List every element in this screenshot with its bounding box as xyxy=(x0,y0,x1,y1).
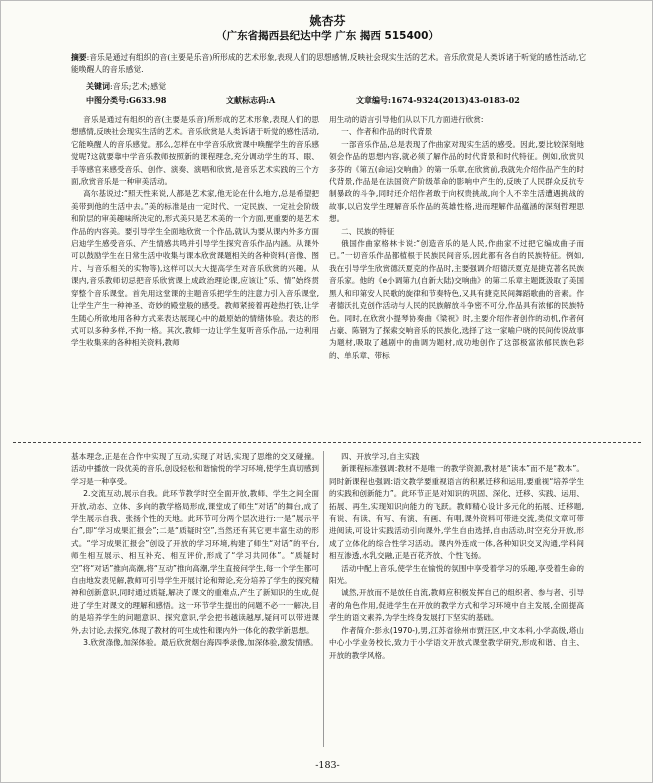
article-number: 文章编号:1674-9324(2013)43-0183-02 xyxy=(356,95,520,105)
clc-number: 中图分类号:G633.98 xyxy=(86,95,167,105)
paragraph: 新课程标准强调:教材不是唯一的教学资源,教材是“读本”而不是“教本”。同时新课程也强调:语文教学要重视语言的积累迁移和运用,要重视“培养学生的实践和创新能力”。此环节正是对知识的巩固、深化、迁移、实践、运用、拓展、再生,实现知识向能力的飞跃。教师精心设计多元化的拓展、迁移题,有说、有读、有写、有演、有画、有唱,课外资料可带进交流,类似文章可带进阅读,可设计实践活动引向课外,学生自由选择,自由活动,时空充分开放,形成了立体化的综合性学习活动。课内外连成一体,各种知识交叉沟通,学科间相互渗透,水乳交融,正是百花齐放、个性飞扬。 xyxy=(329,464,584,561)
page-number: -183- xyxy=(315,760,340,771)
keywords xyxy=(86,81,166,92)
paragraph: 基本理念,正是在合作中实现了互动,实现了对话,实现了思维的交叉碰撞。活动中播放一段优美的音乐,创设轻松和谐愉悦的学习环境,使学生真切感到学习是一种享受。 xyxy=(71,452,319,486)
upper-left-column xyxy=(71,114,319,441)
paragraph: 用生动的语言引导他们从以下几方面进行欣赏: xyxy=(329,115,484,124)
paragraph: 3.欣赏涤像,加深体验。最后欣赏烟台海四季录像,加深体验,激发情感。 xyxy=(83,638,318,648)
author-name: 姚杏芬 xyxy=(309,14,346,28)
section-heading: 二、民族的特征 xyxy=(341,226,395,236)
abstract-text: :音乐是通过有组织的音(主要是乐音)所形成的艺术形象,表现人们的思想感情,反映社会现实生活的艺术。音乐欣赏是人类诉诸于听觉的感性活动,它能唤醒人的音乐感觉. xyxy=(71,53,587,74)
lower-left-column xyxy=(71,451,319,747)
paragraph: 活动中配上音乐,使学生在愉悦的氛围中享受着学习的乐趣,享受着生命的阳光。 xyxy=(329,563,584,586)
author-bio: 作者简介:彭永(1970-),男,江苏省徐州市贾汪区,中文本科,小学高级,塔山中心小学业务校长,致力于小学语文开放式课堂教学研究,形成和谐、自主、开放的教学风格。 xyxy=(329,625,584,660)
column-divider xyxy=(323,451,324,747)
author-affiliation: （广东省揭西县纪达中学 广东 揭西 515400） xyxy=(216,30,439,42)
doc-code: 文献标志码:A xyxy=(226,95,276,105)
classification-meta xyxy=(86,95,586,106)
abstract xyxy=(71,52,591,76)
lower-right-column xyxy=(329,451,584,747)
paragraph: 诚然,开放而不是放任自流,教师应积极发挥自己的组织者、参与者、引导者的角色作用,促进学生在开放的教学方式和学习环境中自主发展,全面提高学生的语文素养,为学生终身发展打下坚实的基础。 xyxy=(329,588,584,623)
paragraph: 一部音乐作品,总是表现了作曲家对现实生活的感受。因此,要比较深刻地领会作品的思想内容,就必须了解作品的时代背景和时代特征。例如,欣赏贝多芬的《第五(命运)交响曲》的第一乐章,在欣赏前,我就先介绍作品产生的时代背景,作品是在法国资产阶级革命的影响中产生的,反映了人民群众反抗专制暴政的斗争,同时还介绍作者敢于向权贵挑战,向个人不幸生活遭遇挑战的故事,以启发学生理解音乐作品的英雄性格,进而理解作品蕴涵的深刻哲理思想。 xyxy=(329,139,584,224)
keywords-text: :音乐;艺术;感觉 xyxy=(110,82,167,91)
paragraph: 2.交流互动,展示自我。此环节教学时空全面开放,教师、学生之间全面开放,动态、立体、多向的教学格局形成,课堂成了师生“对话”的舞台,成了学生展示自我、张扬个性的天地。此环节可分两个层次进行:一是“展示平台”,即“学习成果汇报会”;二是“质疑时空”,当然还有其它更丰富生动的形式。“学习成果汇报会”创设了开放的学习环境,构建了师生“对话”的平台,师生相互展示、相互补充、相互评价,形成了“学习共同体”。“质疑时空”将“对话”推向高潮,将“互动”推向高潮,学生直接问学生,每一个学生都可自由地发表见解,教师可引导学生开展讨论和辩论,充分培养了学生的探究精神和创新意识,同时通过质疑,解决了课文的重难点,产生了新知识的生成,促进了学生对课文的理解和感悟。这一环节学生提出的问题不必一一解决,目的是培养学生的问题意识、探究意识,学会把书越读越厚,疑问可以带进课外,去讨论,去探究,体现了教材的可生成性和课内外一体化的教学新思想。 xyxy=(71,489,319,635)
section-heading: 一、作者和作品的时代背景 xyxy=(341,127,433,137)
paragraph: 音乐是通过有组织的音(主要是乐音)所形成的艺术形象,表现人们的思想感情,反映社会现实生活的艺术。音乐欣赏是人类诉诸于听觉的感性活动,它能唤醒人的音乐感觉。那么,怎样在中学音乐欣赏课中唤醒学生的音乐感觉呢?这就要靠中学音乐教师按照新的课程理念,充分调动学生的耳、眼、手等感官来感受音乐、创作、演奏、演唱和欣赏,是音乐艺术实践的三个方面,欣赏音乐是一种审美活动。 xyxy=(71,115,319,187)
paragraph: 高尔基说过:“照天性来说,人都是艺术家,他无论在什么地方,总是希望把美带到他的生活中去。”美的标准是由一定时代、一定民族、一定社会阶级和阶层的审美趣味所决定的,形式美只是艺术美的一个方面,更重要的是艺术作品的内容美。要引导学生全面地欣赏一个作品,就认为要从课内外多方面启迪学生感受音乐、产生情感共鸣并引导学生探究音乐作品内涵。从课外可以鼓励学生在日常生活中收集与课本欣赏课题相关的各种资料(音像、图片、与音乐相关的实物等),这样可以大大提高学生对音乐欣赏的兴趣。从课内,音乐教师切忌把音乐欣赏课上成政治理论课,应该让“乐、情”始终贯穿整个音乐课堂。首先用这堂课的主题音乐把学生的注意力引入音乐课堂,让学生产生一种神圣、奇妙的殿堂般的感受。教师紧接着再趁热打铁,让学生随心所欲地用各种方式来表达展现心中的最原始的情绪体验。表达的形式可以多种多样,不拘一格。其次,教师一边让学生复听音乐作品,一边利用学生收集来的各种相关资料,教师 xyxy=(71,189,319,348)
section-heading: 四、开放学习,自主实践 xyxy=(341,452,420,461)
abstract-label: 摘要 xyxy=(71,53,87,62)
cut-line xyxy=(13,442,641,443)
upper-right-column xyxy=(329,114,584,441)
paragraph: 俄国作曲家格林卡说:“创造音乐的是人民,作曲家不过把它编成曲子而已。”一切音乐作品都植根于民族民间音乐,因此都有各自的民族特征。例如,我在引导学生欣赏德沃夏克的作品时,主要强调介绍德沃夏克是捷克著名民族音乐家。他的《e小调第九(自新大陆)交响曲》的第二乐章主题既汲取了美国黑人和印第安人民歌的旋律和节奏特色,又具有捷克民间舞蹈歌曲的音素。作者德沃扎克创作活动与人民的民族解放斗争密不可分,作品具有浓郁的民族特色。同时,在欣赏小提琴协奏曲《梁祝》时,主要介绍作者创作的动机,作者何占豪、陈钢为了探索交响音乐的民族化,选择了这一家喻户晓的民间传说故事为题材,吸取了越剧中的曲调为题材,成功地创作了这部极富浓郁民族色彩的、单乐章、带标 xyxy=(329,239,584,360)
keywords-label: 关键词 xyxy=(86,81,110,91)
